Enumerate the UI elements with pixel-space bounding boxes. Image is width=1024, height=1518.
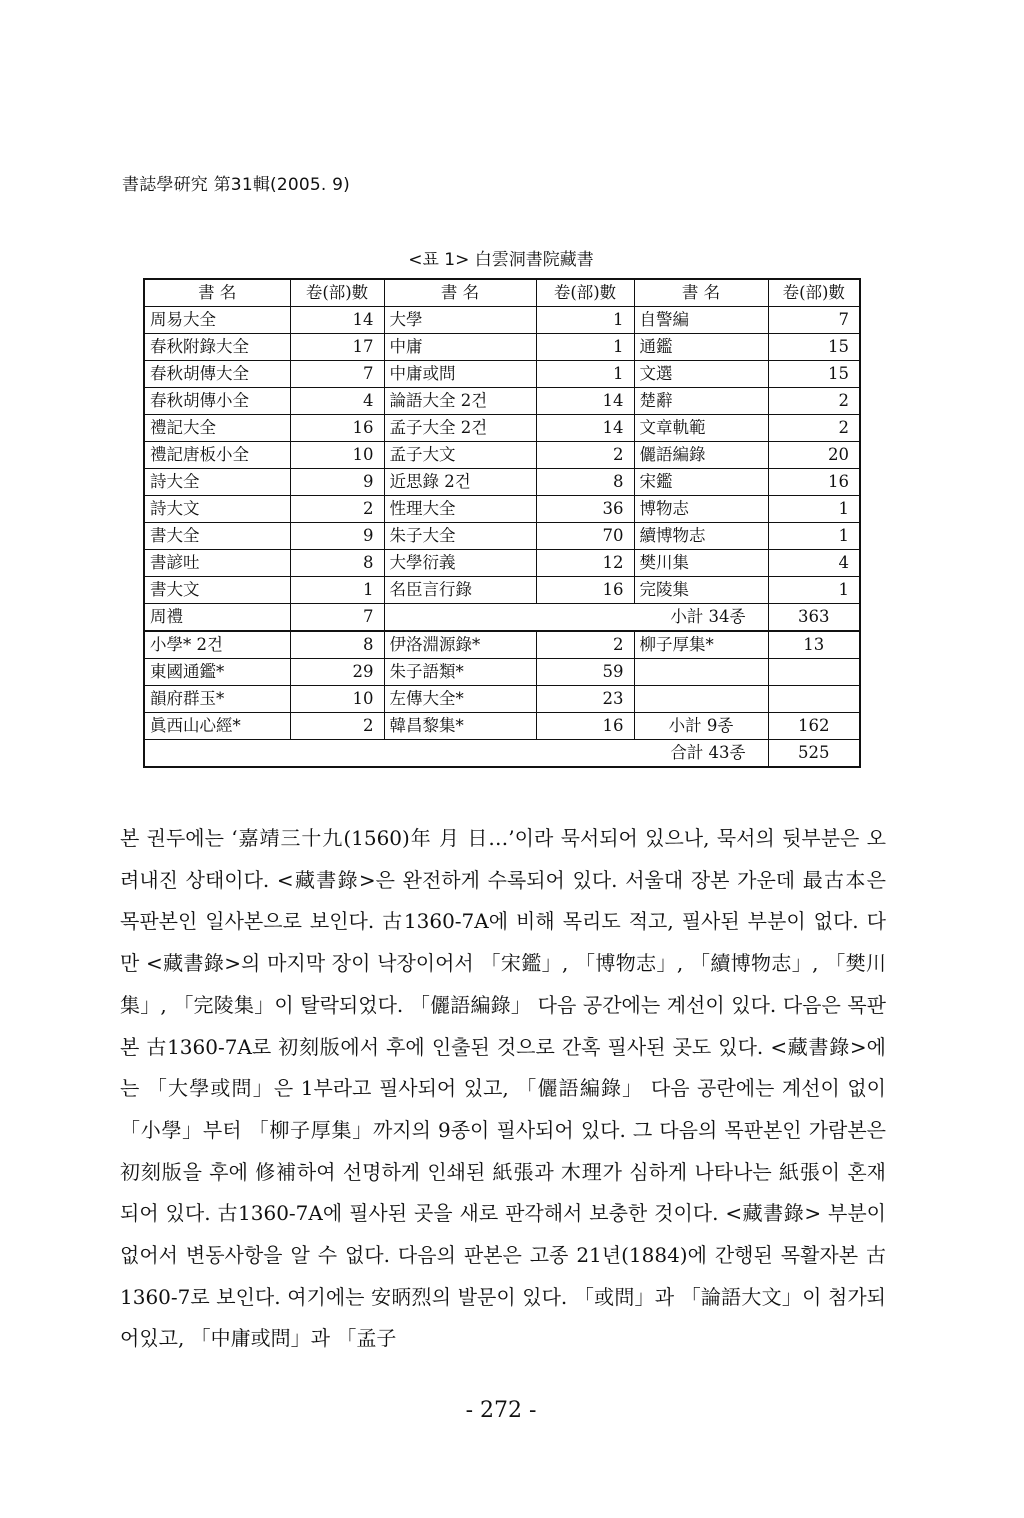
volume-count-cell: 10: [290, 686, 384, 713]
volume-count-cell: 14: [536, 415, 634, 442]
table-caption: <표 1> 白雲洞書院藏書: [408, 250, 594, 270]
volume-count-cell: 59: [536, 659, 634, 686]
volume-count-cell: 9: [290, 523, 384, 550]
volume-count-cell: 16: [536, 577, 634, 604]
table-row: [144, 361, 860, 388]
table-row: [144, 659, 860, 686]
book-title-cell: [634, 686, 768, 713]
volume-count-cell: 7: [768, 307, 860, 334]
volume-count-cell: [768, 659, 860, 686]
book-title-cell: 柳子厚集*: [634, 631, 768, 659]
book-title-cell: 東國通鑑*: [144, 659, 290, 686]
table-row: [144, 523, 860, 550]
book-title-cell: 樊川集: [634, 550, 768, 577]
column-header: 卷(部)數: [768, 279, 860, 307]
book-title-cell: 左傳大全*: [384, 686, 536, 713]
book-title-cell: 春秋附錄大全: [144, 334, 290, 361]
book-title-cell: 詩大全: [144, 469, 290, 496]
volume-count-cell: 23: [536, 686, 634, 713]
volume-count-cell: 17: [290, 334, 384, 361]
subtotal-label: 小計 34종: [384, 604, 768, 632]
subtotal-value: 162: [768, 713, 860, 740]
subtotal-row-block1: [144, 604, 860, 632]
volume-count-cell: 14: [290, 307, 384, 334]
book-title-cell: [634, 659, 768, 686]
book-title-cell: 通鑑: [634, 334, 768, 361]
volume-count-cell: 2: [768, 388, 860, 415]
volume-count-cell: 16: [536, 713, 634, 740]
volume-count-cell: 7: [290, 361, 384, 388]
volume-count-cell: 20: [768, 442, 860, 469]
volume-count-cell: 7: [290, 604, 384, 632]
volume-count-cell: 8: [290, 631, 384, 659]
table-row: [144, 469, 860, 496]
book-title-cell: 自警編: [634, 307, 768, 334]
volume-count-cell: 2: [290, 713, 384, 740]
volume-count-cell: 9: [290, 469, 384, 496]
grand-total-row: [144, 740, 860, 768]
book-title-cell: 書大文: [144, 577, 290, 604]
column-header: 卷(部)數: [536, 279, 634, 307]
book-title-cell: 孟子大全 2건: [384, 415, 536, 442]
book-title-cell: 中庸: [384, 334, 536, 361]
book-title-cell: 名臣言行錄: [384, 577, 536, 604]
volume-count-cell: 12: [536, 550, 634, 577]
column-header: 卷(部)數: [290, 279, 384, 307]
table-row: [144, 307, 860, 334]
volume-count-cell: 2: [768, 415, 860, 442]
book-title-cell: 中庸或問: [384, 361, 536, 388]
book-title-cell: 周易大全: [144, 307, 290, 334]
volume-count-cell: 15: [768, 361, 860, 388]
table-row: [144, 442, 860, 469]
volume-count-cell: 14: [536, 388, 634, 415]
volume-count-cell: 4: [768, 550, 860, 577]
book-title-cell: 大學衍義: [384, 550, 536, 577]
book-title-cell: 春秋胡傳大全: [144, 361, 290, 388]
book-title-cell: 春秋胡傳小全: [144, 388, 290, 415]
volume-count-cell: 13: [768, 631, 860, 659]
column-header: 書 名: [384, 279, 536, 307]
running-header: 書誌學硏究 第31輯(2005. 9): [122, 175, 350, 195]
table-row: [144, 496, 860, 523]
column-header: 書 名: [634, 279, 768, 307]
table-row: [144, 686, 860, 713]
table-row: [144, 550, 860, 577]
book-title-cell: 禮記唐板小全: [144, 442, 290, 469]
volume-count-cell: 1: [290, 577, 384, 604]
volume-count-cell: 10: [290, 442, 384, 469]
book-title-cell: 書大全: [144, 523, 290, 550]
volume-count-cell: 1: [768, 523, 860, 550]
book-title-cell: 眞西山心經*: [144, 713, 290, 740]
volume-count-cell: 8: [290, 550, 384, 577]
volume-count-cell: 70: [536, 523, 634, 550]
volume-count-cell: 16: [290, 415, 384, 442]
book-title-cell: 博物志: [634, 496, 768, 523]
volume-count-cell: 1: [536, 361, 634, 388]
volume-count-cell: 2: [536, 442, 634, 469]
volume-count-cell: 2: [290, 496, 384, 523]
book-title-cell: 詩大文: [144, 496, 290, 523]
volume-count-cell: 36: [536, 496, 634, 523]
volume-count-cell: 1: [768, 496, 860, 523]
book-title-cell: 楚辭: [634, 388, 768, 415]
volume-count-cell: 8: [536, 469, 634, 496]
book-title-cell: 文章軌範: [634, 415, 768, 442]
book-title-cell: 朱子大全: [384, 523, 536, 550]
book-title-cell: 近思錄 2건: [384, 469, 536, 496]
book-title-cell: 宋鑑: [634, 469, 768, 496]
table-body-part1: [144, 307, 860, 632]
table-header-row: [144, 279, 860, 307]
book-title-cell: 儷語編錄: [634, 442, 768, 469]
volume-count-cell: 2: [536, 631, 634, 659]
grand-total-value: 525: [768, 740, 860, 768]
book-title-cell: 韻府群玉*: [144, 686, 290, 713]
book-title-cell: 文選: [634, 361, 768, 388]
table-row: [144, 388, 860, 415]
book-title-cell: 朱子語類*: [384, 659, 536, 686]
book-title-cell: 小學* 2건: [144, 631, 290, 659]
book-title-cell: 禮記大全: [144, 415, 290, 442]
volume-count-cell: 15: [768, 334, 860, 361]
book-title-cell: 伊洛淵源錄*: [384, 631, 536, 659]
book-title-cell: 韓昌黎集*: [384, 713, 536, 740]
book-title-cell: 論語大全 2건: [384, 388, 536, 415]
volume-count-cell: 29: [290, 659, 384, 686]
volume-count-cell: 1: [536, 307, 634, 334]
book-title-cell: 續博物志: [634, 523, 768, 550]
table-row: [144, 415, 860, 442]
volume-count-cell: 4: [290, 388, 384, 415]
book-title-cell: 性理大全: [384, 496, 536, 523]
volume-count-cell: [768, 686, 860, 713]
subtotal-label: 小計 9종: [634, 713, 768, 740]
volume-count-cell: 1: [536, 334, 634, 361]
column-header: 書 名: [144, 279, 290, 307]
volume-count-cell: 1: [768, 577, 860, 604]
book-title-cell: 大學: [384, 307, 536, 334]
volume-count-cell: 16: [768, 469, 860, 496]
book-title-cell: 孟子大文: [384, 442, 536, 469]
subtotal-row-block2: [144, 713, 860, 740]
book-title-cell: 書諺吐: [144, 550, 290, 577]
table-row: [144, 577, 860, 604]
table-body-part2: [144, 631, 860, 767]
book-title-cell: 周禮: [144, 604, 290, 632]
grand-total-label: 合計 43종: [144, 740, 768, 768]
table-row: [144, 631, 860, 659]
page-number: - 272 -: [465, 1398, 537, 1423]
table-row: [144, 334, 860, 361]
holdings-table: [143, 278, 861, 768]
subtotal-value: 363: [768, 604, 860, 632]
book-title-cell: 完陵集: [634, 577, 768, 604]
body-paragraph: 본 권두에는 ‘嘉靖三十九(1560)年 月 日…’이라 묵서되어 있으나, 묵서의 뒷부분은 오려내진 상태이다. <藏書錄>은 완전하게 수록되어 있다. 서울대 장본 가운데 最古本은 목판본인 일사본으로 보인다. 古1360-7A에 비해 목리도 적고, 필사된 부분이 없다. 다만 <藏書錄>의 마지막 장이 낙장이어서 「宋鑑」, 「博物志」, 「續博物志」, 「樊川集」, 「完陵集」이 탈락되었다. 「儷語編錄」 다음 공간에는 계선이 있다. 다음은 목판본 古1360-7A로 初刻版에서 후에 인출된 것으로 간혹 필사된 곳도 있다. <藏書錄>에는 「大學或問」은 1부라고 필사되어 있고, 「儷語編錄」 다음 공란에는 계선이 없이 「小學」부터 「柳子厚集」까지의 9종이 필사되어 있다. 그 다음의 목판본인 가람본은 初刻版을 후에 修補하여 선명하게 인쇄된 紙張과 木理가 심하게 나타나는 紙張이 혼재되어 있다. 古1360-7A에 필사된 곳을 새로 판각해서 보충한 것이다. <藏書錄> 부분이 없어서 변동사항을 알 수 없다. 다음의 판본은 고종 21년(1884)에 간행된 목활자본 古1360-7로 보인다. 여기에는 安昞烈의 발문이 있다. 「或問」과 「論語大文」이 첨가되어있고, 「中庸或問」과 「孟子: [120, 826, 886, 1351]
